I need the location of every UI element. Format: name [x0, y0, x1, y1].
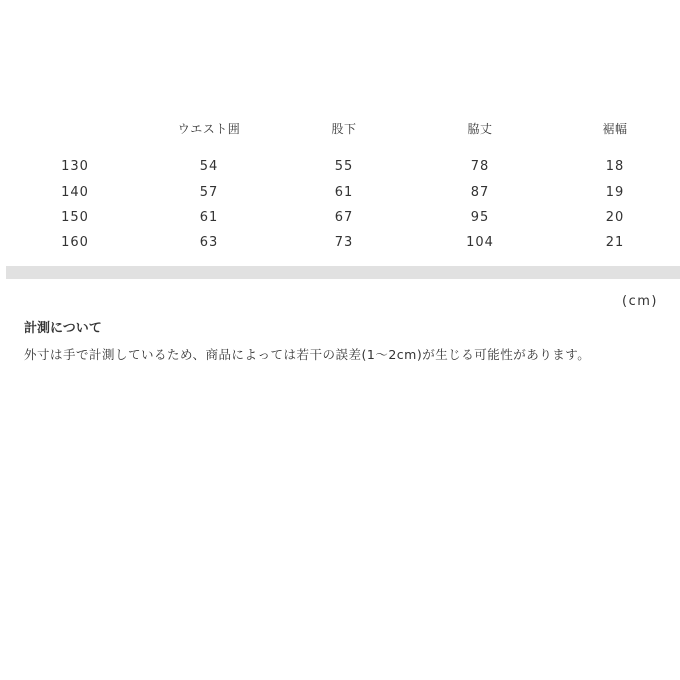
measurement-note-text: 外寸は手で計測しているため、商品によっては若干の誤差(1〜2cm)が生じる可能性があります。: [24, 347, 591, 362]
waist-cell: 63: [199, 235, 219, 250]
side-length-cell: 104: [466, 235, 494, 250]
size-cell: 130: [61, 159, 89, 174]
inseam-cell: 67: [334, 210, 354, 225]
hem-width-cell: 21: [605, 235, 625, 250]
hem-width-cell: 19: [605, 185, 625, 200]
waist-cell: 54: [199, 159, 219, 174]
hem-width-cell: 20: [605, 210, 625, 225]
inseam-cell: 73: [334, 235, 354, 250]
side-length-cell: 87: [470, 185, 490, 200]
side-length-cell: 95: [470, 210, 490, 225]
table-row: [0, 182, 680, 204]
divider-bar: [6, 266, 680, 279]
waist-cell: 57: [199, 185, 219, 200]
size-cell: 150: [61, 210, 89, 225]
table-row: [0, 156, 680, 178]
header-side-length: 脇丈: [467, 122, 493, 136]
waist-cell: 61: [199, 210, 219, 225]
size-cell: 140: [61, 185, 89, 200]
header-hem-width: 裾幅: [602, 122, 628, 136]
unit-label: (cm): [622, 294, 658, 309]
size-cell: 160: [61, 235, 89, 250]
hem-width-cell: 18: [605, 159, 625, 174]
inseam-cell: 55: [334, 159, 354, 174]
header-inseam: 股下: [331, 122, 357, 136]
side-length-cell: 78: [470, 159, 490, 174]
table-row: [0, 232, 680, 254]
measurement-note-title: 計測について: [24, 321, 102, 336]
header-waist: ウエスト囲: [177, 122, 241, 136]
table-row: [0, 207, 680, 229]
inseam-cell: 61: [334, 185, 354, 200]
table-header-row: [0, 118, 680, 140]
